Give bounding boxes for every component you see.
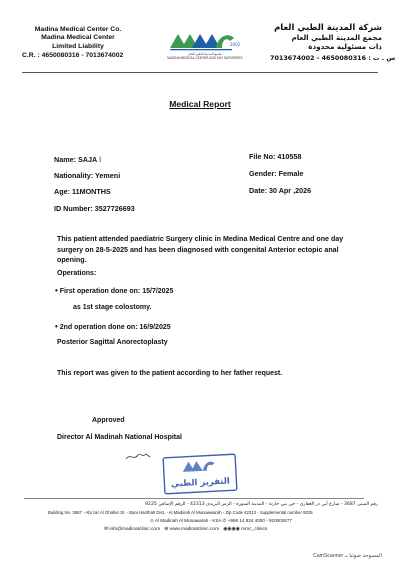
footer-email[interactable]: info@madinatclinic.com xyxy=(109,527,161,532)
location-icon: ⊙ xyxy=(150,518,154,523)
date-row xyxy=(249,186,311,195)
id-value: 3527726693 xyxy=(94,204,135,213)
stamp-text: التقرير الطبي xyxy=(170,476,231,490)
email-icon: ✉ xyxy=(104,527,109,532)
closing-statement: This report was given to the patient according to her father request. xyxy=(57,370,283,377)
id-label: ID Number: xyxy=(54,204,93,213)
commercial-registration-arabic: 7013674002 - 4650080316 : س . ت xyxy=(270,53,396,62)
header-divider xyxy=(22,72,378,73)
nationality-row xyxy=(54,171,120,180)
director-label: Director Al Madinah National Hospital xyxy=(57,434,182,441)
diagnosis-paragraph: This patient attended paediatric Surgery clinic in Medina Medical Centre and one day surgery on 28-5-2025 and has been diagnosed with congenital Anterior ectopic anal opening. xyxy=(57,235,344,265)
official-stamp xyxy=(162,453,238,495)
file-no-row xyxy=(249,152,301,161)
camscanner-label-ar: المسوحة ضوئيا بـ xyxy=(344,553,382,559)
operation-1 xyxy=(55,286,173,295)
logo-caption-en: MADINA MEDICAL CENTER AND DAY SURGERIES xyxy=(167,56,243,60)
footer-phone: +966 14 834 4000 - 920002677 xyxy=(227,518,292,523)
footer-address-ar: رقم المبنى 3687 - شارع أبي ذر الغفاري - حي بني حارثة - المدينة المنورة - الرمز البريدي 42313 - الرقم الإضافي 9225 xyxy=(145,502,378,507)
logo-mark xyxy=(170,34,234,50)
footer-social[interactable]: mmc_clinics xyxy=(241,527,268,532)
footer-links-row xyxy=(104,527,267,532)
camscanner-label: CamScanner xyxy=(313,553,344,559)
commercial-registration-english: C.R. : 4650080316 - 7013674002 xyxy=(22,52,124,60)
logo-caption xyxy=(150,52,260,60)
logo-year: 2002 xyxy=(230,42,241,47)
signature-mark xyxy=(124,449,164,463)
footer-address-en: Building No. 3687 - Abi zar Al Ghafari St. - Bani Harithah Dist. - Al Madinah Al Munawwarah - Zip Code 42313 - Supplemental number 9225 xyxy=(48,510,313,515)
operation-2-text: 2nd operation done on: 16/9/2025 xyxy=(59,324,171,331)
gender-value: Female xyxy=(278,169,304,178)
date-value: 30 Apr ,2026 xyxy=(268,186,312,195)
camscanner-watermark xyxy=(313,553,382,559)
operation-2-detail: Posterior Sagittal Anorectoplasty xyxy=(57,339,168,346)
company-line-3: Limited Liability xyxy=(52,42,104,50)
patient-name-row: Name: SAJA ﺍ xyxy=(54,155,102,164)
nationality-value: Yemeni xyxy=(95,171,121,180)
company-ar-line-3: ذات مسئولية محدودة xyxy=(308,42,382,52)
phone-icon: ✆ xyxy=(222,518,227,523)
company-line-1: Madina Medical Center Co. xyxy=(34,26,122,33)
operation-2 xyxy=(55,322,171,331)
gender-row xyxy=(249,169,303,178)
age-row xyxy=(54,187,111,196)
age-value: 11MONTHS xyxy=(71,187,111,196)
bullet-icon: • xyxy=(55,286,58,295)
footer-website[interactable]: www.madinatclinic.com xyxy=(169,527,220,532)
company-ar-line-2: مجمع المدينة الطبي العام xyxy=(291,33,382,43)
file-no-label: File No: xyxy=(249,152,276,161)
id-row xyxy=(54,204,135,213)
operations-heading: Operations: xyxy=(57,270,97,277)
company-ar-line-1: شركة المدينة الطبي العام xyxy=(274,23,382,33)
nationality-label: Nationality: xyxy=(54,171,94,180)
name-label: Name: xyxy=(54,155,76,164)
footer-divider xyxy=(24,498,364,499)
bullet-icon: • xyxy=(55,322,58,331)
date-label: Date: xyxy=(249,186,267,195)
gender-label: Gender: xyxy=(249,169,277,178)
file-no-value: 410558 xyxy=(277,152,302,161)
operation-1-text: First operation done on: 15/7/2025 xyxy=(59,288,174,295)
company-name-english xyxy=(24,26,132,61)
footer-location: Al Madinah Al Munawarah - KSA xyxy=(154,518,222,523)
company-name-arabic xyxy=(270,23,396,63)
social-icons: ◉◉◉◉ xyxy=(223,527,240,532)
name-value: SAJA xyxy=(77,155,98,164)
report-title: Medical Report xyxy=(169,99,231,109)
web-icon: ⊕ xyxy=(164,527,169,532)
operation-1-detail: as 1st stage colostomy. xyxy=(73,304,152,311)
footer-contact-row xyxy=(150,518,292,524)
logo-caption-ar: مجمع المدينة الطبي العام xyxy=(188,52,222,56)
company-line-2: Madina Medical Center xyxy=(41,34,115,42)
approved-label: Approved xyxy=(92,417,125,424)
age-label: Age: xyxy=(54,187,70,196)
